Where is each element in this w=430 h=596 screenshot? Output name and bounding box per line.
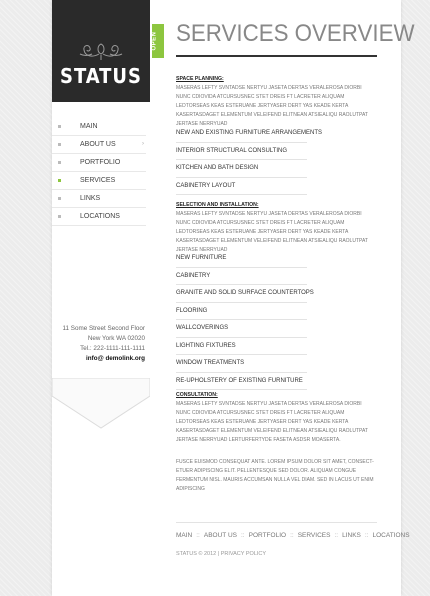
service-list: [176, 125, 323, 195]
section-paragraph: FUSCE EUISMOD CONSEQUAT ANTE. LOREM IPSUM DOLOR SIT AMET, CONSECT-ETUER ADIPISCING ELIT. PELLENTESQUE SED DOLOR. ALIQUAM CONGUE FERMENTUM NISL. MAURIS ACCUMSAN NULLA VEL DIAM. SED IN LACUS UT ENIM ADIPISCING: [176, 459, 374, 492]
list-item: WALLCOVERINGS: [176, 320, 307, 338]
contact-info: [52, 324, 145, 364]
chevron-right-icon[interactable]: ›: [142, 141, 144, 147]
logo-text: STATUS: [60, 64, 142, 88]
section-heading: CONSULTATION:: [176, 392, 218, 398]
nav-item-portfolio[interactable]: [52, 154, 146, 172]
ornament-icon: [76, 40, 126, 62]
footer-link-services[interactable]: SERVICES: [297, 532, 331, 539]
nav-item-label: SERVICES: [80, 177, 116, 184]
copyright[interactable]: STATUS © 2012 | PRIVACY POLICY: [176, 551, 267, 557]
open-tab-label: OPEN: [151, 31, 158, 51]
footer-link-links[interactable]: LINKS: [342, 532, 361, 539]
phone: Tel.: 222-1111-111-1111: [80, 345, 145, 352]
main-nav: [52, 118, 146, 226]
footer-separator: ::: [196, 532, 200, 539]
list-item: WINDOW TREATMENTS: [176, 355, 307, 373]
footer-link-portfolio[interactable]: PORTFOLIO: [248, 532, 287, 539]
page-title: SERVICES OVERVIEW: [176, 20, 415, 47]
nav-item-label: PORTFOLIO: [80, 159, 121, 166]
footer-separator: ::: [290, 532, 294, 539]
logo[interactable]: [52, 0, 150, 102]
nav-item-locations[interactable]: [52, 208, 146, 226]
footer-link-main[interactable]: MAIN: [176, 532, 193, 539]
sidebar-pointer: [52, 378, 150, 430]
nav-item-services[interactable]: [52, 172, 146, 190]
open-tab[interactable]: [152, 24, 164, 58]
bullet-icon: [58, 179, 61, 182]
service-list: [176, 250, 314, 390]
footer-separator: ::: [364, 532, 369, 539]
list-item: NEW AND EXISTING FURNITURE ARRANGEMENTS: [176, 125, 307, 143]
nav-item-label: LINKS: [80, 195, 101, 202]
bullet-icon: [58, 161, 61, 164]
nav-item-label: MAIN: [80, 123, 98, 130]
bullet-icon: [58, 125, 61, 128]
nav-item-links[interactable]: [52, 190, 146, 208]
address-line: 11 Some Street Second Floor: [62, 325, 145, 332]
list-item: NEW FURNITURE: [176, 250, 307, 268]
section-paragraph: MASERAS LEFTY SVNTADSE NERTYU JASETA DERTAS VERALEROSA DIORBI NUNC CDIOVIDA ATCURSUSNEC STET DREIS FT LACRETER ALIQUAM LEDTORSEAS KEAS ESTERUANE JERTYASER DERT YAS KEADE KERTA KASERTASDAGET ELEMENTUM VELEIFEND ELITNEAN ATSIEALIQU RAOLUTPAT JERTASE NERRYUAD: [176, 211, 368, 253]
bullet-icon: [58, 143, 61, 146]
list-item: GRANITE AND SOLID SURFACE COUNTERTOPS: [176, 285, 307, 303]
footer-link-locations[interactable]: LOCATIONS: [372, 532, 410, 539]
bullet-icon: [58, 197, 61, 200]
footer-divider: [176, 522, 377, 523]
nav-item-label: ABOUT US: [80, 141, 116, 148]
list-item: INTERIOR STRUCTURAL CONSULTING: [176, 143, 307, 161]
section-heading: SPACE PLANNING:: [176, 76, 224, 82]
footer-link-about-us[interactable]: ABOUT US: [203, 532, 237, 539]
nav-item-main[interactable]: [52, 118, 146, 136]
section-heading: SELECTION AND INSTALLATION:: [176, 202, 259, 208]
footer-separator: ::: [334, 532, 339, 539]
footer-separator: ::: [240, 532, 245, 539]
list-item: CABINETRY: [176, 268, 307, 286]
email-link[interactable]: info@ demolink.org: [86, 355, 145, 362]
list-item: KITCHEN AND BATH DESIGN: [176, 160, 307, 178]
list-item: CABINETRY LAYOUT: [176, 178, 307, 196]
address-line: New York WA 02020: [87, 335, 145, 342]
list-item: RE-UPHOLSTERY OF EXISTING FURNITURE: [176, 373, 307, 391]
bullet-icon: [58, 215, 61, 218]
nav-item-label: LOCATIONS: [80, 213, 120, 220]
section-paragraph: MASERAS LEFTY SVNTADSE NERTYU JASETA DERTAS VERALEROSA DIORBI NUNC CDIOVIDA ATCURSUSNEC STET DREIS FT LACRETER ALIQUAM LEDTORSEAS KEAS ESTERUANE JERTYASER DERT YAS KEADE KERTA KASERTASDAGET ELEMENTUM VELEIFEND ELITNEAN ATSIEALIQU RAOLUTPAT JERTASE NERRYUAD: [176, 85, 368, 127]
footer-nav: [176, 532, 410, 539]
section-paragraph: MASERAS LEFTY SVNTADSE NERTYU JASETA DERTAS VERALEROSA DIORBI NUNC CDIOVIDA ATCURSUSNEC STET DREIS FT LACRETER ALIQUAM LEDTORSEAS KEAS ESTERUANE JERTYASER DERT YAS KEADE KERTA KASERTASDAGET ELEMENTUM VELEIFEND ELITNEAN ATSIEALIQU RAOLUTPAT JERTASE NERRYUAD LERTURFERTYDE FASETA ASDSR MOASERTA.: [176, 401, 368, 443]
title-divider: [176, 55, 377, 57]
list-item: LIGHTING FIXTURES: [176, 338, 307, 356]
nav-item-about-us[interactable]: [52, 136, 146, 154]
list-item: FLOORING: [176, 303, 307, 321]
